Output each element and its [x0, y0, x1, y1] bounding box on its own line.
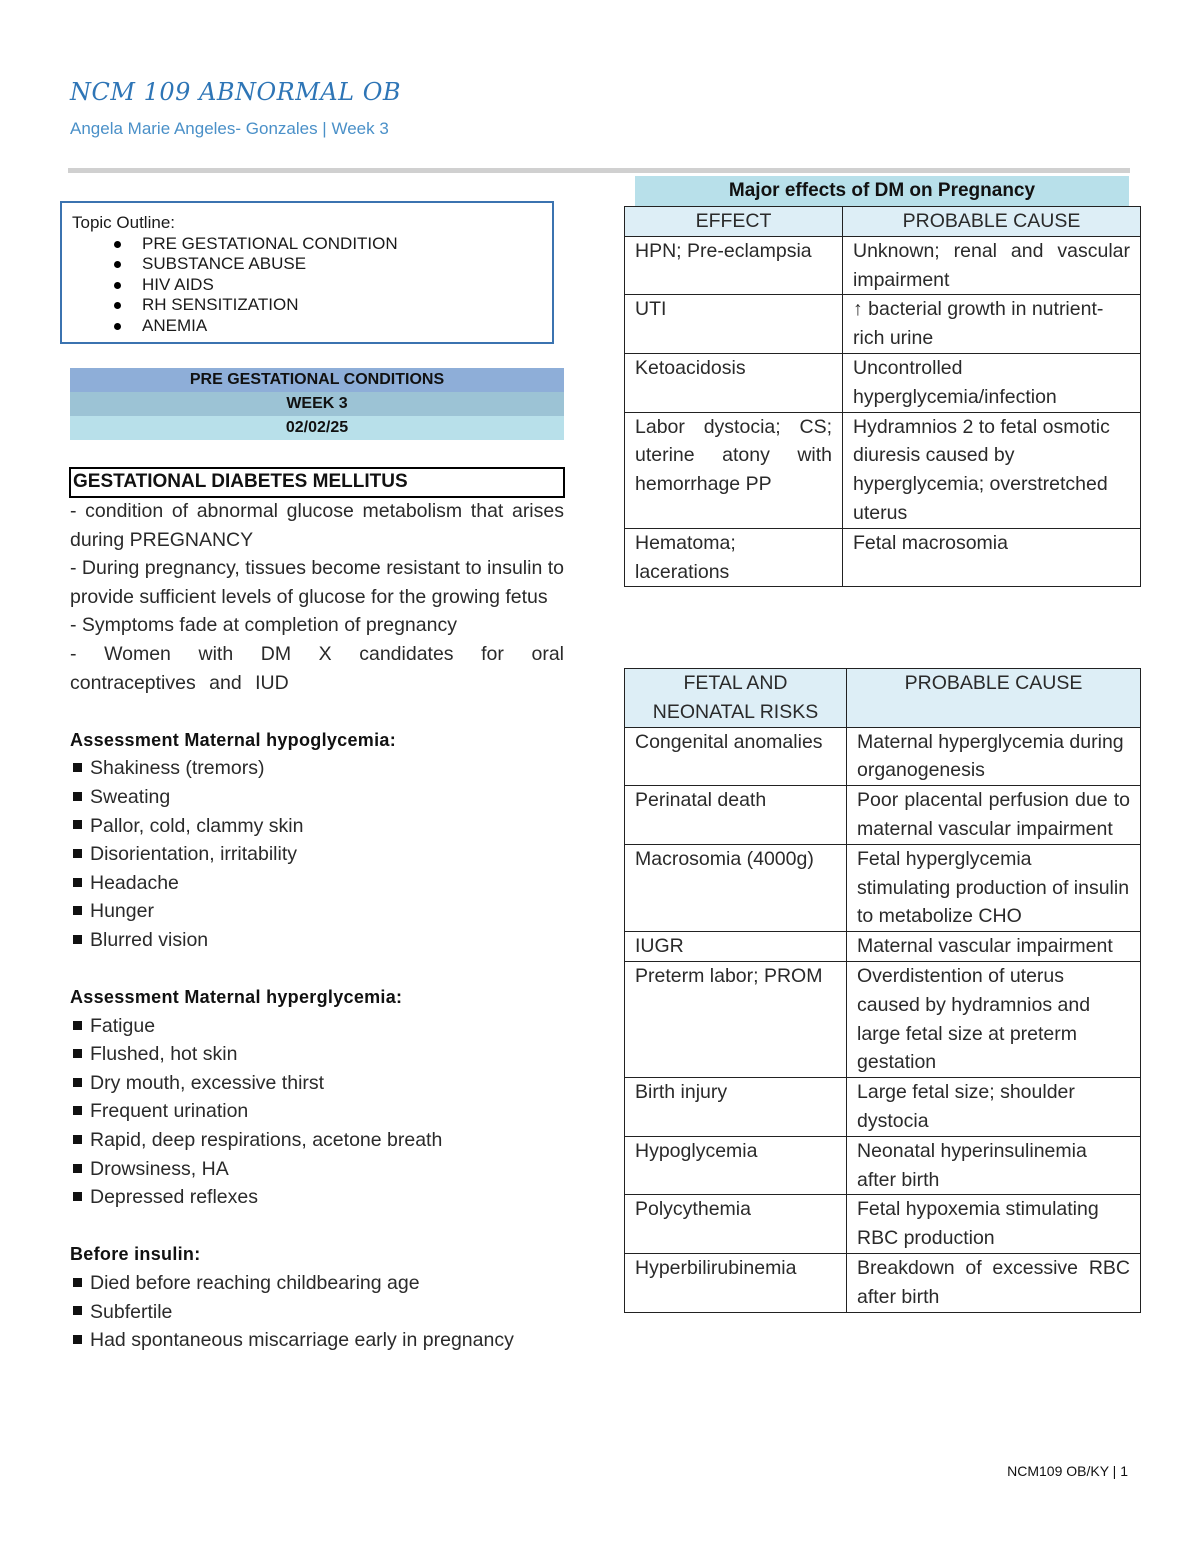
effects-table-title: Major effects of DM on Pregnancy: [635, 176, 1129, 206]
table-cell: Maternal hyperglycemia during organogenesis: [847, 727, 1141, 786]
list-item: HIV AIDS: [142, 275, 542, 296]
list-item: RH SENSITIZATION: [142, 295, 542, 316]
list-item: Headache: [70, 869, 564, 898]
topic-outline-box: [60, 201, 554, 344]
table-cell: IUGR: [625, 932, 847, 962]
table-row: [625, 727, 1141, 786]
table-row: [625, 844, 1141, 931]
table-row: [625, 1136, 1141, 1195]
table-cell: Macrosomia (4000g): [625, 844, 847, 931]
table-cell: Birth injury: [625, 1078, 847, 1137]
table-cell: Neonatal hyperinsulinemia after birth: [847, 1136, 1141, 1195]
list-item: Shakiness (tremors): [70, 754, 564, 783]
header-divider: [68, 168, 1130, 173]
section-banner-title: PRE GESTATIONAL CONDITIONS: [70, 368, 564, 392]
table-header-row: [625, 669, 1141, 728]
table-cell: ↑ bacterial growth in nutrient-rich urine: [843, 295, 1141, 354]
topic-outline-label: Topic Outline:: [72, 213, 175, 232]
gdm-content: [70, 497, 564, 1355]
list-item: Had spontaneous miscarriage early in pregnancy: [70, 1326, 564, 1355]
list-item: Flushed, hot skin: [70, 1040, 564, 1069]
list-item: Blurred vision: [70, 926, 564, 955]
table-cell: Ketoacidosis: [625, 353, 843, 412]
column-header: PROBABLE CAUSE: [847, 669, 1141, 728]
gdm-heading: GESTATIONAL DIABETES MELLITUS: [69, 467, 565, 498]
table-row: [625, 786, 1141, 845]
column-header: FETAL AND NEONATAL RISKS: [625, 669, 847, 728]
table-cell: Preterm labor; PROM: [625, 961, 847, 1077]
table-row: [625, 1253, 1141, 1312]
table-row: [625, 295, 1141, 354]
table-cell: Unknown; renal and vascular impairment: [843, 236, 1141, 295]
table-header-row: [625, 207, 1141, 237]
table-cell: UTI: [625, 295, 843, 354]
list-item: ANEMIA: [142, 316, 542, 337]
hyperglycemia-heading: Assessment Maternal hyperglycemia:: [70, 987, 403, 1008]
list-item: Dry mouth, excessive thirst: [70, 1069, 564, 1098]
topic-outline-list: [72, 234, 542, 337]
fetal-risks-table: [624, 668, 1141, 1313]
list-item: Died before reaching childbearing age: [70, 1269, 564, 1298]
table-cell: Fetal hypoxemia stimulating RBC production: [847, 1195, 1141, 1254]
list-item: Fatigue: [70, 1012, 564, 1041]
gdm-line: - condition of abnormal glucose metabolism that arises during PREGNANCY: [70, 500, 564, 551]
table-cell: Hematoma; lacerations: [625, 528, 843, 587]
list-item: Disorientation, irritability: [70, 840, 564, 869]
list-item: Depressed reflexes: [70, 1183, 564, 1212]
table-cell: Hypoglycemia: [625, 1136, 847, 1195]
table-row: [625, 1078, 1141, 1137]
table-row: [625, 1195, 1141, 1254]
table-row: [625, 412, 1141, 528]
gdm-line: - Women with DM X candidates for oral contraceptives and IUD: [70, 642, 564, 694]
list-item: SUBSTANCE ABUSE: [142, 254, 542, 275]
table-cell: Fetal macrosomia: [843, 528, 1141, 587]
section-banner-week: WEEK 3: [70, 392, 564, 416]
table-row: [625, 528, 1141, 587]
list-item: Sweating: [70, 783, 564, 812]
column-header: EFFECT: [625, 207, 843, 237]
list-item: Pallor, cold, clammy skin: [70, 812, 564, 841]
gdm-line: - Symptoms fade at completion of pregnancy: [70, 614, 457, 637]
list-item: Subfertile: [70, 1298, 564, 1327]
table-row: [625, 236, 1141, 295]
effects-table: [624, 206, 1141, 587]
section-banner-date: 02/02/25: [70, 416, 564, 440]
page-footer: NCM109 OB/KY | 1: [1007, 1463, 1128, 1479]
document-subtitle: Angela Marie Angeles- Gonzales | Week 3: [70, 119, 389, 138]
column-header: PROBABLE CAUSE: [843, 207, 1141, 237]
table-row: [625, 961, 1141, 1077]
list-item: PRE GESTATIONAL CONDITION: [142, 234, 542, 255]
table-cell: Maternal vascular impairment: [847, 932, 1141, 962]
table-cell: Labor dystocia; CS; uterine atony with hemorrhage PP: [625, 412, 843, 528]
table-cell: HPN; Pre-eclampsia: [625, 236, 843, 295]
table-row: [625, 932, 1141, 962]
list-item: Rapid, deep respirations, acetone breath: [70, 1126, 564, 1155]
before-insulin-heading: Before insulin:: [70, 1244, 201, 1265]
table-cell: Overdistention of uterus caused by hydramnios and large fetal size at preterm gestation: [847, 961, 1141, 1077]
list-item: Drowsiness, HA: [70, 1155, 564, 1184]
table-cell: Breakdown of excessive RBC after birth: [847, 1253, 1141, 1312]
table-cell: Fetal hyperglycemia stimulating production of insulin to metabolize CHO: [847, 844, 1141, 931]
table-row: [625, 353, 1141, 412]
table-cell: Poor placental perfusion due to maternal vascular impairment: [847, 786, 1141, 845]
table-cell: Perinatal death: [625, 786, 847, 845]
gdm-line: - During pregnancy, tissues become resistant to insulin to provide sufficient levels of glucose for the growing fetus: [70, 557, 564, 608]
hypoglycemia-heading: Assessment Maternal hypoglycemia:: [70, 729, 397, 750]
list-item: Frequent urination: [70, 1097, 564, 1126]
document-title: NCM 109 ABNORMAL OB: [70, 78, 402, 106]
table-cell: Large fetal size; shoulder dystocia: [847, 1078, 1141, 1137]
list-item: Hunger: [70, 897, 564, 926]
table-cell: Uncontrolled hyperglycemia/infection: [843, 353, 1141, 412]
table-cell: Hyperbilirubinemia: [625, 1253, 847, 1312]
table-cell: Congenital anomalies: [625, 727, 847, 786]
table-cell: Polycythemia: [625, 1195, 847, 1254]
table-cell: Hydramnios 2 to fetal osmotic diuresis caused by hyperglycemia; overstretched uterus: [843, 412, 1141, 528]
